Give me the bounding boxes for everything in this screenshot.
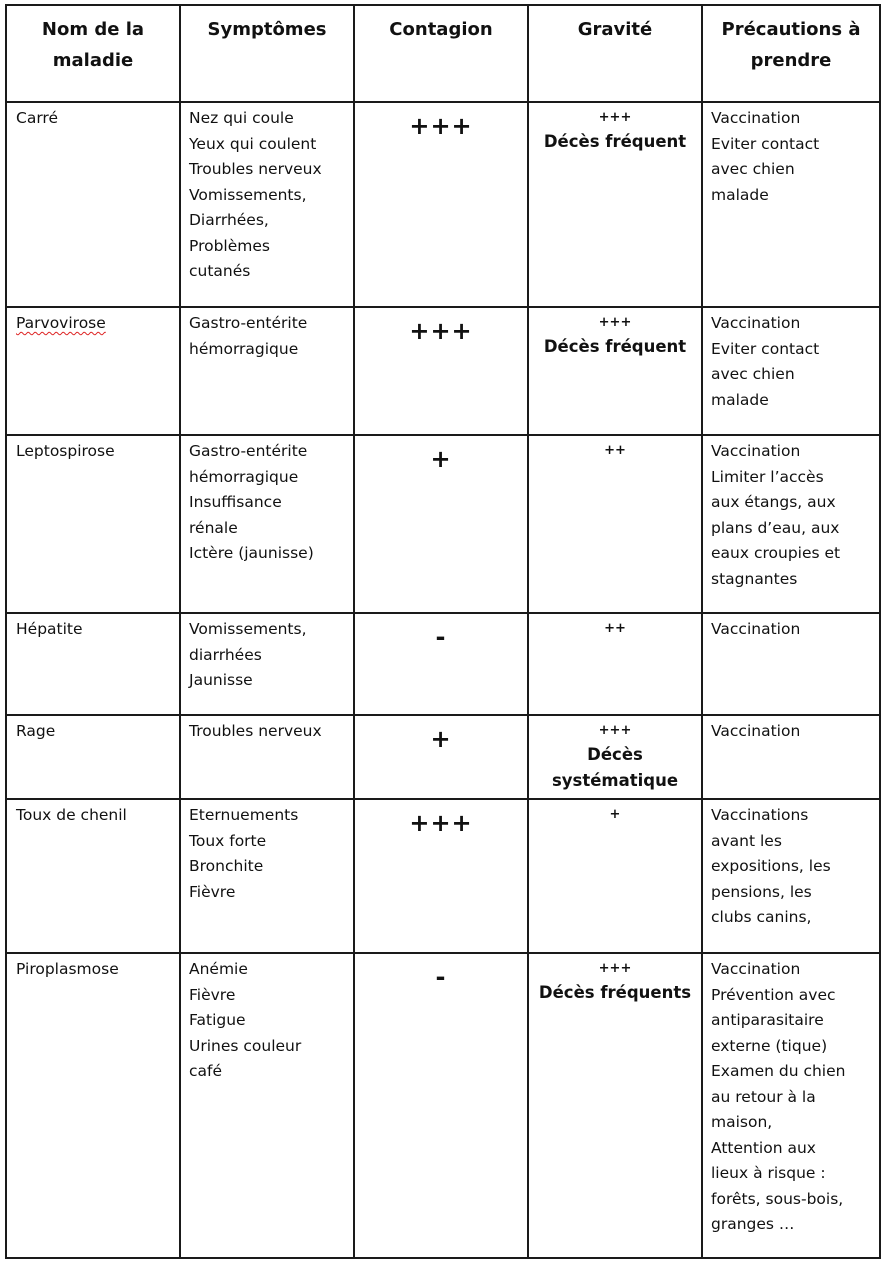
severity-cell <box>528 953 702 1258</box>
severity-level: +++ <box>598 961 632 976</box>
symptom-line: Troubles nerveux <box>189 160 322 178</box>
severity-level: +++ <box>598 110 632 125</box>
symptom-line: Vomissements, <box>189 185 307 204</box>
precaution-line: Prévention avec <box>711 985 836 1004</box>
header-line: Nom de la <box>41 19 145 40</box>
precaution-line: eaux croupies et <box>711 544 841 562</box>
disease-name: Hépatite <box>16 620 83 638</box>
severity-cell <box>528 715 702 799</box>
symptoms-cell <box>180 715 354 799</box>
table-row <box>6 799 880 953</box>
table-row <box>6 715 880 799</box>
precaution-line: antiparasitaire <box>711 1011 824 1029</box>
disease-name: Leptospirose <box>16 442 115 460</box>
header-name <box>6 5 180 102</box>
precaution-line: Vaccination <box>711 314 801 332</box>
precaution-line: Vaccination <box>711 722 801 740</box>
header-line: maladie <box>52 50 134 71</box>
severity-level: +++ <box>598 315 632 330</box>
precautions-cell <box>702 307 880 435</box>
precautions-cell <box>702 715 880 799</box>
disease-name: Parvovirose <box>16 314 106 332</box>
symptom-line: Nez qui coule <box>189 109 294 127</box>
contagion-cell <box>354 799 528 953</box>
contagion-level: - <box>435 623 447 651</box>
header-line: Précautions à <box>721 19 861 40</box>
precaution-line: pensions, les <box>711 882 812 901</box>
header-contagion <box>354 5 528 102</box>
header-line: Contagion <box>389 19 493 40</box>
symptom-line: Toux forte <box>189 831 267 850</box>
severity-cell <box>528 435 702 613</box>
table-row <box>6 435 880 613</box>
symptom-line: diarrhées <box>189 645 262 664</box>
symptom-line: Gastro-entérite <box>189 442 308 460</box>
precaution-line: Vaccinations <box>711 806 809 824</box>
precaution-line: Vaccination <box>711 109 801 127</box>
symptom-line: rénale <box>189 518 238 537</box>
table-row <box>6 307 880 435</box>
contagion-cell <box>354 435 528 613</box>
precautions-cell <box>702 102 880 307</box>
precaution-line: Eviter contact <box>711 134 820 153</box>
contagion-cell <box>354 307 528 435</box>
precautions-cell <box>702 799 880 953</box>
symptom-line: cutanés <box>189 262 251 280</box>
severity-description: Décès fréquent <box>543 132 687 151</box>
disease-name: Carré <box>16 109 58 127</box>
precaution-line: stagnantes <box>711 569 798 588</box>
symptom-line: Problèmes <box>189 236 270 255</box>
symptom-line: Insuffisance <box>189 493 282 511</box>
symptom-line: hémorragique <box>189 467 299 486</box>
symptom-line: café <box>189 1062 223 1080</box>
symptoms-cell <box>180 102 354 307</box>
precaution-line: avec chien <box>711 160 795 178</box>
symptom-line: Fièvre <box>189 882 236 901</box>
header-symptoms <box>180 5 354 102</box>
precaution-line: malade <box>711 185 769 204</box>
precaution-line: externe (tique) <box>711 1036 828 1055</box>
severity-cell <box>528 102 702 307</box>
severity-level: + <box>609 807 621 822</box>
precautions-cell <box>702 613 880 715</box>
symptom-line: Vomissements, <box>189 620 307 638</box>
precaution-line: au retour à la <box>711 1087 816 1106</box>
contagion-level: - <box>435 963 447 991</box>
symptom-line: Gastro-entérite <box>189 314 308 332</box>
header-precautions <box>702 5 880 102</box>
precaution-line: forêts, sous-bois, <box>711 1189 844 1208</box>
precaution-line: lieux à risque : <box>711 1164 826 1182</box>
severity-description: Décès fréquent <box>543 337 687 356</box>
precaution-line: malade <box>711 390 769 409</box>
symptoms-cell <box>180 435 354 613</box>
symptoms-cell <box>180 613 354 715</box>
disease-name-cell <box>6 102 180 307</box>
header-line: Symptômes <box>207 19 327 40</box>
precaution-line: plans d’eau, aux <box>711 518 840 537</box>
severity-cell <box>528 307 702 435</box>
symptom-line: Diarrhées, <box>189 211 269 229</box>
header-severity <box>528 5 702 102</box>
symptom-line: Jaunisse <box>189 671 253 689</box>
severity-level: ++ <box>604 621 626 636</box>
severity-level: +++ <box>598 723 632 738</box>
precautions-cell <box>702 953 880 1258</box>
contagion-level: + <box>430 445 452 473</box>
precaution-line: maison, <box>711 1113 773 1131</box>
precaution-line: Vaccination <box>711 960 801 978</box>
table-row <box>6 102 880 307</box>
contagion-level: +++ <box>409 809 473 837</box>
symptom-line: Fatigue <box>189 1011 246 1029</box>
symptom-line: Fièvre <box>189 985 236 1004</box>
severity-description: Décès fréquents <box>538 983 692 1002</box>
disease-table <box>5 4 881 1259</box>
symptom-line: Troubles nerveux <box>189 722 322 740</box>
disease-name: Piroplasmose <box>16 960 119 978</box>
severity-cell <box>528 799 702 953</box>
symptom-line: Urines couleur <box>189 1036 302 1055</box>
precaution-line: clubs canins, <box>711 908 812 926</box>
precaution-line: granges … <box>711 1215 795 1233</box>
contagion-level: + <box>430 725 452 753</box>
symptom-line: Eternuements <box>189 806 299 824</box>
precaution-line: Examen du chien <box>711 1062 846 1080</box>
contagion-cell <box>354 715 528 799</box>
severity-description: Décès <box>587 745 643 764</box>
precaution-line: aux étangs, aux <box>711 493 836 511</box>
precaution-line: avec chien <box>711 365 795 383</box>
disease-name: Rage <box>16 722 56 740</box>
contagion-cell <box>354 953 528 1258</box>
symptoms-cell <box>180 307 354 435</box>
severity-description: systématique <box>551 771 679 790</box>
disease-name-cell <box>6 435 180 613</box>
disease-name-cell <box>6 953 180 1258</box>
header-row <box>6 5 880 102</box>
precaution-line: Attention aux <box>711 1138 816 1157</box>
disease-name-cell <box>6 799 180 953</box>
header-line: prendre <box>750 50 832 71</box>
precaution-line: Limiter l’accès <box>711 467 824 486</box>
disease-name-cell <box>6 307 180 435</box>
disease-name-cell <box>6 715 180 799</box>
disease-name: Toux de chenil <box>16 806 127 824</box>
precaution-line: expositions, les <box>711 857 831 875</box>
contagion-level: +++ <box>409 112 473 140</box>
precaution-line: Vaccination <box>711 620 801 638</box>
table-row <box>6 613 880 715</box>
precaution-line: avant les <box>711 831 782 850</box>
symptom-line: hémorragique <box>189 339 299 358</box>
contagion-cell <box>354 613 528 715</box>
precaution-line: Vaccination <box>711 442 801 460</box>
symptom-line: Yeux qui coulent <box>189 134 317 153</box>
symptom-line: Bronchite <box>189 857 264 875</box>
contagion-level: +++ <box>409 317 473 345</box>
table-row <box>6 953 880 1258</box>
severity-level: ++ <box>604 443 626 458</box>
symptom-line: Ictère (jaunisse) <box>189 544 314 562</box>
symptom-line: Anémie <box>189 960 248 978</box>
precaution-line: Eviter contact <box>711 339 820 358</box>
symptoms-cell <box>180 953 354 1258</box>
header-line: Gravité <box>577 19 653 40</box>
contagion-cell <box>354 102 528 307</box>
symptoms-cell <box>180 799 354 953</box>
precautions-cell <box>702 435 880 613</box>
disease-name-cell <box>6 613 180 715</box>
severity-cell <box>528 613 702 715</box>
